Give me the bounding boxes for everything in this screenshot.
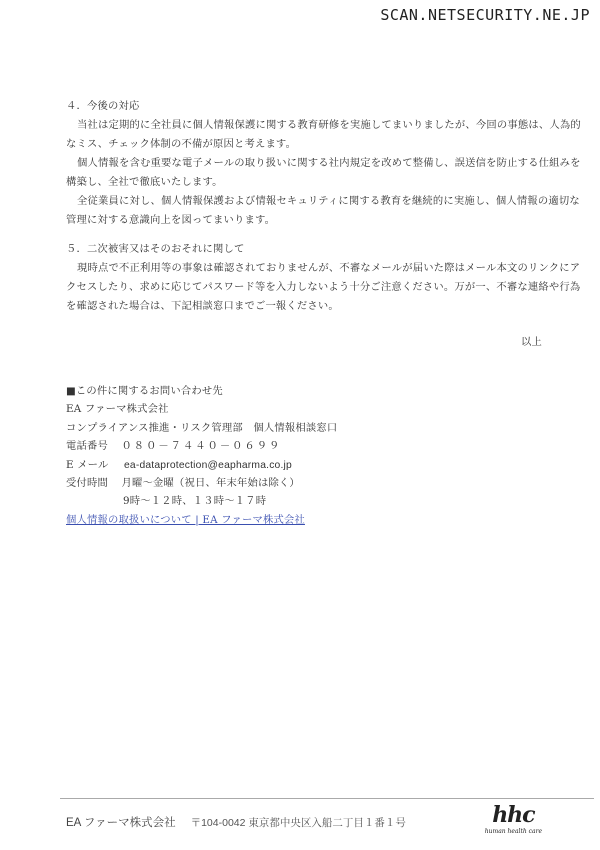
section4-heading: ４．今後の対応 [66, 100, 140, 112]
hhc-logo [485, 802, 542, 835]
email-label: E メール [66, 459, 109, 471]
closing-text: 以上 [521, 336, 542, 348]
contact-email-row [66, 456, 292, 471]
section5-line: クセスしたり、求めに応じてパスワード等を入力しないよう十分ご注意ください。万が一、不審な連絡や行為 [66, 281, 581, 293]
contact-hours-row [66, 474, 300, 489]
section5-heading: ５．二次被害又はそのおそれに関して [66, 243, 245, 255]
footer-company: EA ファーマ株式会社 [66, 817, 176, 829]
section5-line: を確認された場合は、下記相談窓口までご一報ください。 [66, 300, 339, 312]
hours-days: 月曜～金曜（祝日、年末年始は除く） [121, 477, 300, 489]
hours-times: 9時～１２時、１３時～１７時 [123, 495, 267, 507]
contact-phone-row [66, 437, 281, 452]
footer-divider [60, 798, 594, 799]
phone-number: ０８０－７４４０－０６９９ [121, 440, 282, 452]
contact-department: コンプライアンス推進・リスク管理部 個人情報相談窓口 [66, 422, 338, 434]
section4-line: 全従業員に対し、個人情報保護および情報セキュリティに関する教育を継続的に実施し、個人情報の適切な [77, 195, 580, 207]
contact-heading: ■この件に関するお問い合わせ先 [66, 385, 223, 397]
watermark: SCAN.NETSECURITY.NE.JP [380, 6, 590, 24]
phone-label: 電話番号 [66, 440, 108, 452]
section4-line: 管理に対する意識向上を図ってまいります。 [66, 214, 276, 226]
section4-line: 個人情報を含む重要な電子メールの取り扱いに関する社内規定を改めて整備し、誤送信を防止する仕組みを [77, 157, 581, 169]
section4-line: 構築し、全社で徹底いたします。 [66, 176, 223, 188]
hours-label: 受付時間 [66, 477, 108, 489]
section4-line: なミス、チェック体制の不備が原因と考えます。 [66, 138, 297, 150]
logo-tagline: human health care [484, 828, 542, 835]
footer-text [66, 814, 406, 830]
section5-line: 現時点で不正利用等の事象は確認されておりませんが、不審なメールが届いた際はメール本文のリンクにア [77, 262, 581, 274]
contact-company: EA ファーマ株式会社 [66, 403, 169, 415]
privacy-policy-link[interactable]: 個人情報の取扱いについて | EA ファーマ株式会社 [66, 514, 305, 526]
footer-address: 〒104-0042 東京都中央区入船二丁目１番１号 [190, 817, 406, 829]
logo-mark: hhc [492, 802, 535, 828]
email-address[interactable]: ea-dataprotection@eapharma.co.jp [123, 460, 292, 471]
section4-line: 当社は定期的に全社員に個人情報保護に関する教育研修を実施してまいりましたが、今回の事態は、人為的 [77, 119, 581, 131]
